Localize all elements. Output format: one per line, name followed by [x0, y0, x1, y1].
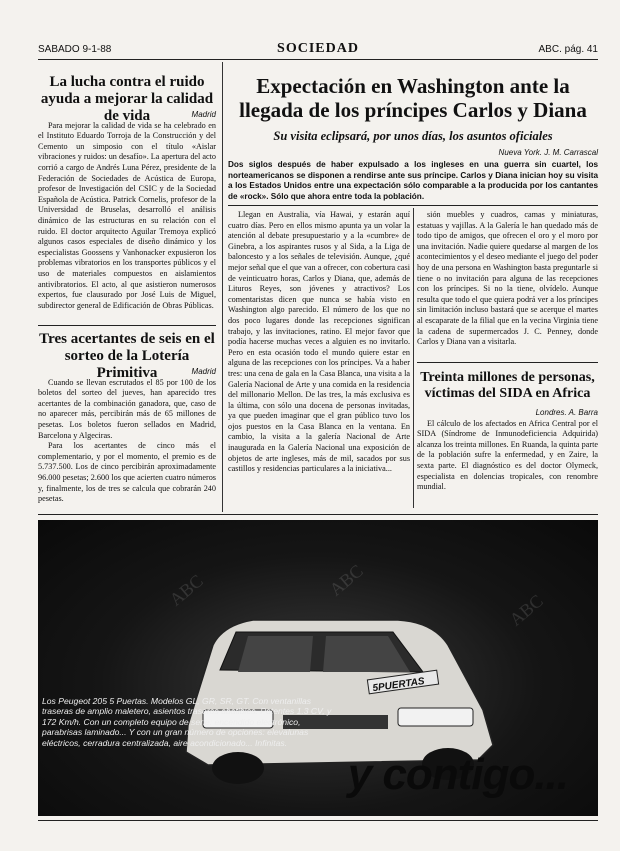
- aids-headline: Treinta millones de personas, víctimas del SIDA en Africa: [420, 370, 595, 401]
- main-divider: [228, 205, 598, 206]
- page-number: ABC. pág. 41: [538, 44, 598, 55]
- left-divider: [38, 325, 216, 326]
- noise-place: Madrid: [191, 110, 216, 119]
- page-bottom-rule: [38, 820, 598, 821]
- page-header: [38, 41, 598, 58]
- plate-text: 5PUERTAS: [371, 676, 426, 695]
- main-col-2-text: sión muebles y cuadros, camas y miniaturas, estatuas y vajillas. A la Galería le han quedado más de todo tipo de amigos, que ofrecen el oro y el moro por una invitación. Nadie quiere quedarse al margen de los acontecimientos y el deseo mediante el juego del poder hoy de una persona en Washington basta preguntarle si tiene o no invitación para alguna de las recepciones con los príncipes. Si no la tiene, olvídelo. Aunque resulta que todo el que quiera podrá ver a los príncipes sin limitación incluso bastará que se acerque el martes al escaparate de la filial que en la vecina Virginia tiene la cadena de supermercados J. C. Penney, donde Carlos y Diana van a visitarla.: [417, 210, 598, 347]
- main-col-1-text: Llegan en Australia, vía Hawai, y estarán aquí cuatro días. Pero en ellos mismo apunta ya un volar la atención al debate presupuestario y a la «cumbre» de Ginebra, a los aspirantes rusos y al Sida, a la Liga de baloncesto y a los señales de televisión. Aunque, ¿qué mejor señal que el que van a ofrecer, con cobertura casi de veinticuatro horas, Carlos y Diana, que, además de Lituros Reyes, son jóvenes y atractivos? Los comentaristas dicen que nunca se había visto en Washington algo parecido. El número de los que no dos poco lugares donde las recepciones significan trabajo, y las invitaciones, ratino. El mejor favor que podía hacerse muchas veces a alguien es no invitarlo. Pero en esta ocasión todo el mundo quiere estar en alguna de las recepciones con los príncipes. Va a haber tres: una cena de gala en la Casa Blanca, una visita a la Galería Nacional de Arte y una comida en la residencia del millonario Mellon. De las tres, la más exclusiva es la última, con sólo una docena de personas invitadas, ya que pueden imaginar que el gran público tuvo los ojos puestos en la Casa Blanca en la ventana. En cambio, la visita a la galería Nacional de Arte inaugurada en la Galería Nacional una exposición de objetos de arte ingleses, más de mil, sacados por sus castillos y residencias particulares a la iniciativa...: [228, 210, 410, 474]
- lottery-place: Madrid: [191, 367, 216, 376]
- ad-top-rule: [38, 514, 598, 515]
- aids-place: Londres. A. Barra: [535, 408, 598, 417]
- ad-slogan: y contigo...: [347, 750, 568, 799]
- ad-copy: Los Peugeot 205 5 Puertas. Modelos GL, GR, SR, GT. Con ventanillas traseras de amplio maletero, asientos traseros abatibles. Potentes 1.3 CV, y 172 Km/h. Con un completo equipo de serie: encendido electrónico, parabrisas laminado... Y con un gran número de opciones: elevalunas eléctricos, cerradura centralizada, aire acondicionado... Infinitas.: [42, 696, 332, 748]
- header-date: SABADO 9-1-88: [38, 44, 112, 55]
- main-headline: Expectación en Washington ante la llegada de los príncipes Carlos y Diana: [239, 74, 587, 122]
- main-lead: Dos siglos después de haber expulsado a los ingleses en una guerra sin cuartel, los norteamericanos se disponen a rendirse ante sus príncipe. Carlos y Diana inician hoy su visita a los Estados Unidos entre una expectación sólo comparable a la producida por los cantantes de «rock». Sólo que ahora entre toda la población.: [228, 160, 598, 201]
- main-col-divider: [413, 208, 414, 508]
- noise-headline: La lucha contra el ruido ayuda a mejorar la calidad de vida: [40, 74, 214, 124]
- aside-rule: [417, 362, 598, 363]
- main-byline: Nueva York. J. M. Carrascal: [498, 148, 598, 157]
- noise-article: [38, 110, 216, 311]
- abc-watermark: ABC: [325, 560, 367, 600]
- aids-body: El cálculo de los afectados en Africa Central por el SIDA (Síndrome de Inmunodeficiencia Adquirida) alcanza los treinta millones. En Ruanda, la quinta parte de la población sufre la enfermedad, y en Zaire, la sexta parte. El diagnóstico es del doctor Olymeck, especialista en dolencias tropicales, con renombre mundial.: [417, 418, 598, 492]
- main-subhead: Su visita eclipsará, por unos días, los asuntos oficiales: [273, 129, 553, 143]
- lottery-body-1: Cuando se llevan escrutados el 85 por 100 de los boletos del sorteo del jueves, han aparecido tres acertantes de la combinación ganadora, que, caso de no aparecer más, percibirán más de 65 millones de pesetas. Los boletos fueron sellados en Madrid, Barcelona y Algeciras.: [38, 377, 216, 440]
- lottery-article: [38, 367, 216, 505]
- abc-watermark: ABC: [165, 570, 207, 610]
- main-col-2: [417, 210, 598, 355]
- abc-watermark: ABC: [505, 590, 547, 630]
- lottery-body-2: Para los acertantes de cinco más el complementario, y por el momento, el premio es de 5.737.500. Los de cinco percibirán aproximadamente 96.000 pesetas; 2.600 los que acierten cuatro números y, finalmente, los de tres se calcula que cobrarán 240 pesetas.: [38, 441, 216, 504]
- aids-article: [417, 408, 598, 493]
- noise-body: Para mejorar la calidad de vida se ha celebrado en el Instituto Eduardo Torroja de la Construcción y del Cemento un simposio con el título «Aislar vibraciones y ruidos: un desafío». La apertura del acto corrió a cargo de Andrés Luna Pérez, presidente de la Federación de Sociedades de Acústica de Europa, profesor de Investigación del CSIC y de la Sociedad Española de Acústica. Patrick Cornelis, profesor de la Universidad de Bruselas, desarrolló el análisis dinámico de las estructuras en su relación con el ruido. El doctor arquitecto Aguilar Tremoya explicó algunos casos especiales de diseño dinámico y los especialistas Goossens y Vanhonacker expusieron los problemas vibratorios en los transportes públicos y el uso de materiales compuestos en aislamientos antivibratorios. El acto, al que asistieron numerosos expertos, fue clausurado por José Luis de Miguel, subdirector general de Edificación de Obras Públicas.: [38, 120, 217, 310]
- header-rule: [38, 59, 598, 60]
- main-col-1: [228, 210, 410, 510]
- column-divider: [222, 62, 223, 512]
- section-title: SOCIEDAD: [277, 41, 359, 56]
- car-advertisement: [38, 520, 598, 816]
- lottery-headline: Tres acertantes de seis en el sorteo de la Lotería Primitiva: [39, 331, 215, 381]
